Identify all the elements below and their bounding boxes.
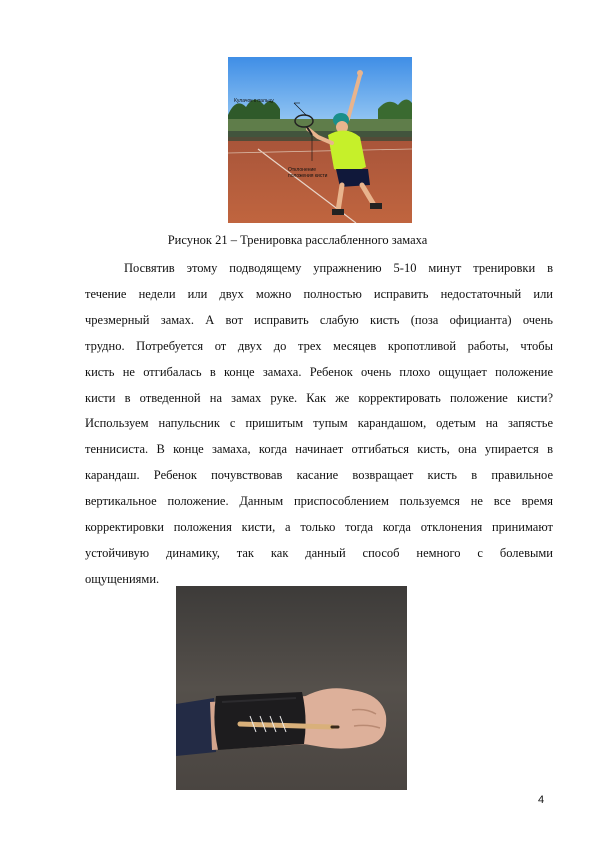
- paragraph-line: трудно. Потребуется от двух до трех месяцев кропотливой работы, чтобы: [85, 338, 553, 353]
- paragraph-line: теннисиста. В конце замаха, когда начинает отгибаться кисть, она упирается в: [85, 442, 553, 457]
- paragraph-line: Используем напульсник с пришитым тупым карандашом, одетым на запястье: [85, 416, 553, 431]
- paragraph-line: ощущениями.: [85, 571, 160, 586]
- paragraph-line: корректировки положения кисти, а только тогда когда отклонения принимают: [85, 520, 553, 535]
- paragraph-line: кисть не отгибалась в конце замаха. Ребенок очень плохо ощущает положение: [85, 364, 553, 379]
- paragraph-line: Посвятив этому подводящему упражнению 5-10 минут тренировки в: [124, 261, 553, 275]
- paragraph-line: карандаш. Ребенок почувствовав касание возвращает кисть в правильное: [85, 468, 553, 483]
- body-paragraph: [85, 256, 553, 593]
- paragraph-line: устойчивую динамику, так как данный способ немного с болевыми: [85, 545, 553, 560]
- wristband-pencil-illustration: [176, 586, 407, 790]
- paragraph-line: течение недели или двух можно полностью исправить недостаточный или: [85, 286, 553, 301]
- page-number: 4: [538, 794, 545, 806]
- figure-caption: Рисунок 21 – Тренировка расслабленного замаха: [167, 233, 428, 247]
- tennis-serve-illustration: [228, 57, 412, 223]
- annotation-upper: Кулачок к пальцу: [234, 98, 274, 104]
- annotation-lower: Отклонение положения кисти: [288, 167, 328, 179]
- tennis-serve-photo: [228, 57, 412, 223]
- paragraph-line: чрезмерный замах. А вот исправить слабую кисть (поза официанта) очень: [85, 312, 553, 327]
- paragraph-line: вертикальное положение. Данным приспособлением пользуемся не все время: [85, 494, 553, 509]
- paragraph-line: кисти в отведенной на замах руке. Как же корректировать положение кисти?: [85, 390, 553, 405]
- wristband-pencil-photo: [176, 586, 407, 790]
